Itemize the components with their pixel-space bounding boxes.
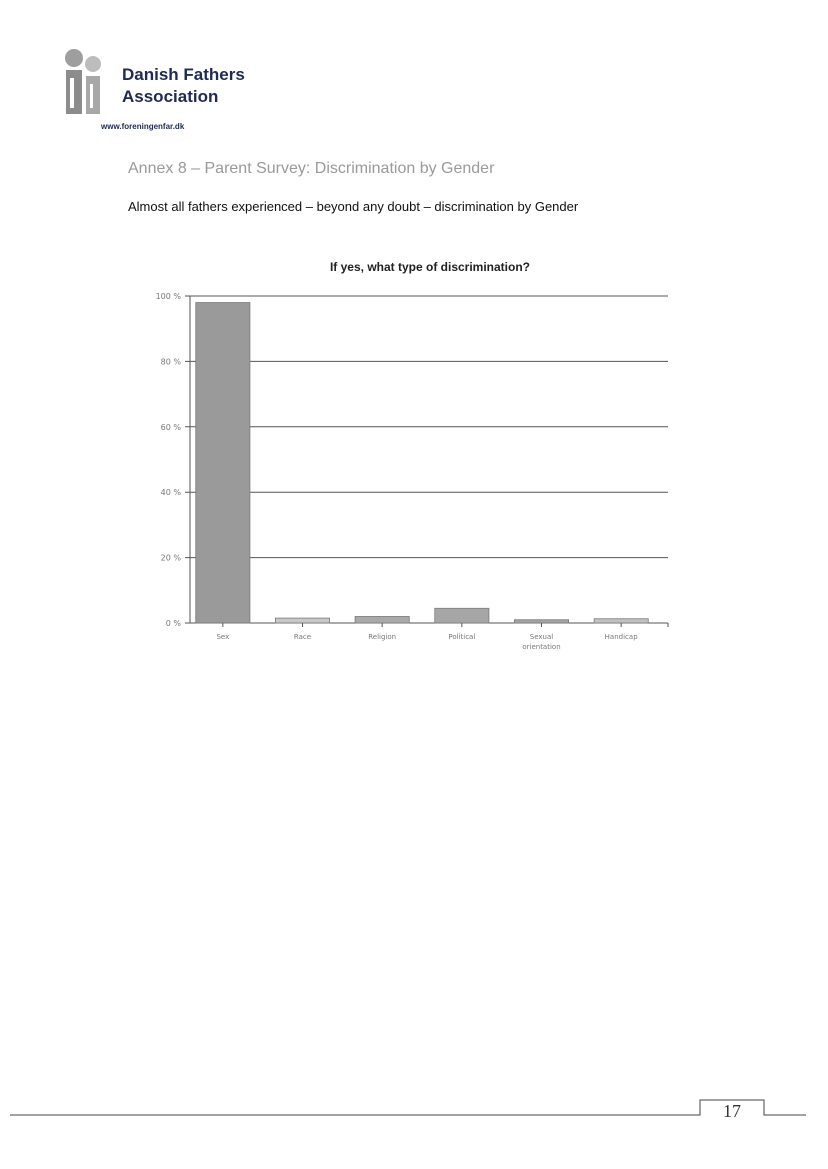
x-tick-label: Sexual orientation [522,633,561,651]
y-tick-label: 0 % [165,619,181,628]
discrimination-bar-chart [140,280,680,670]
bar [594,619,648,623]
website-link[interactable]: www.foreningenfar.dk [101,122,185,131]
x-tick-label: Political [448,633,476,641]
chart-title: If yes, what type of discrimination? [329,260,531,274]
intro-text: Almost all fathers experienced – beyond any doubt – discrimination by Gender [128,199,579,214]
bar [514,620,568,623]
bar [435,608,489,623]
organization-name [122,64,245,108]
org-name-line2: Association [122,87,219,106]
x-tick-label: Sex [216,633,230,641]
bar [275,618,329,623]
bar [196,303,250,623]
y-tick-label: 20 % [160,553,181,563]
org-name-line1: Danish Fathers [122,65,245,84]
y-tick-label: 60 % [160,422,181,432]
y-tick-label: 40 % [160,488,181,498]
danish-fathers-logo-icon [64,48,104,114]
x-tick-label: Race [293,633,312,641]
x-tick-label: Handicap [604,633,638,641]
page-number: 17 [723,1101,741,1121]
y-tick-label: 80 % [160,357,181,367]
y-tick-label: 100 % [155,292,181,301]
x-tick-label: Religion [368,633,397,641]
bar [355,616,409,623]
annex-title: Annex 8 – Parent Survey: Discrimination by Gender [128,160,495,177]
